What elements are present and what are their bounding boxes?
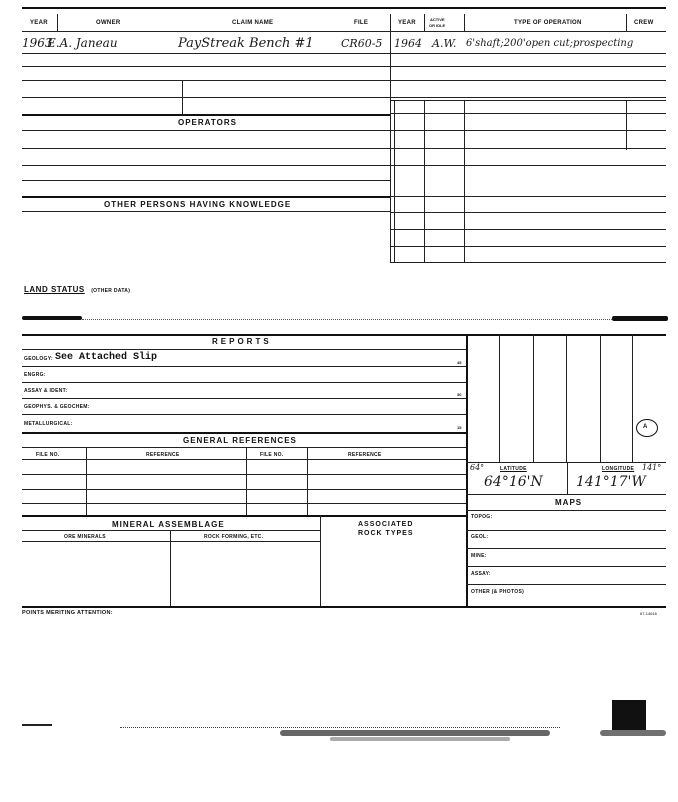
divider [424,100,425,262]
maps-mine-label: MINE: [471,553,487,559]
divider [170,530,171,606]
entry-year2: 1964 [394,37,422,50]
associated-heading: ASSOCIATED [358,521,414,528]
row-rule [22,66,666,67]
row-rule [466,462,666,463]
col-file-header: FILE [354,20,369,26]
maps-topog-label: TOPOG: [471,514,493,520]
row-rule [466,584,666,585]
row-rule [22,606,666,608]
divider [626,100,627,150]
entry-file: CR60-5 [341,37,383,50]
rock-forming-header: ROCK FORMING, ETC. [204,534,264,540]
row-rule [22,165,390,166]
divider [533,334,534,462]
maps-heading: MAPS [555,498,583,507]
divider [86,447,87,515]
row-rule [390,148,666,149]
divider [394,100,395,262]
row-rule [390,196,666,197]
col-year-header: YEAR [30,20,48,26]
metallurgical-label: METALLURGICAL: [24,421,73,427]
scan-smudge [330,737,510,741]
other-persons-heading: OTHER PERSONS HAVING KNOWLEDGE [104,200,292,209]
latitude-label: LATITUDE [500,466,527,472]
land-status-sublabel: (OTHER DATA) [91,288,131,294]
col-idle-header: OR IDLE [429,23,446,28]
row-rule [22,541,320,542]
maps-other-label: OTHER (& PHOTOS) [471,589,525,595]
divider [632,334,633,462]
longitude-label: LONGITUDE [602,466,635,472]
divider [626,14,627,31]
row-rule [466,566,666,567]
scan-smudge [120,727,560,729]
row-rule [22,474,466,475]
row-rule [390,130,666,131]
divider [246,447,247,515]
row-rule [22,53,666,54]
maps-assay-label: ASSAY: [471,571,491,577]
row-rule [82,319,612,320]
row-rule [22,148,390,149]
col-crew-header: CREW [634,20,654,26]
ref-col-reference-2: REFERENCE [348,452,382,458]
scan-smudge [612,700,646,730]
col-active-header: ACTIVE [430,17,445,22]
divider [464,100,465,262]
entry-active: A.W. [432,37,457,50]
divider [499,334,500,462]
row-rule [390,100,666,101]
land-status-heading [24,279,130,297]
row-rule [466,494,666,495]
col-type-of-operation-header: TYPE OF OPERATION [514,20,582,26]
divider [320,515,321,606]
geology-label: GEOLOGY: [24,356,53,362]
longitude-value: 141°17'W [576,474,646,490]
row-rule [22,97,666,98]
row-rule [22,503,466,504]
row-rule [22,196,390,198]
header-top-rule [22,7,666,9]
general-references-heading: GENERAL REFERENCES [183,436,297,445]
scale-number: 45 [457,360,462,365]
col-year2-header: YEAR [398,20,416,26]
row-rule [390,212,666,213]
rock-types-heading: ROCK TYPES [358,530,414,537]
row-rule [390,113,666,114]
row-rule [22,459,466,460]
col-claim-name-header: CLAIM NAME [232,20,274,26]
assay-ident-label: ASSAY & IDENT: [24,388,68,394]
divider [57,14,58,31]
scan-smudge [22,724,52,726]
row-rule [390,246,666,247]
mineral-assemblage-heading: MINERAL ASSEMBLAGE [112,520,225,529]
row-rule [390,229,666,230]
row-rule [390,165,666,166]
row-rule [22,382,466,383]
row-rule [390,262,666,263]
row-rule [22,114,390,116]
land-status-label: LAND STATUS [24,285,85,294]
row-rule [466,530,666,531]
latitude-value: 64°16'N [484,474,543,490]
ref-col-file-no-2: FILE NO. [260,452,284,458]
row-rule [22,349,466,350]
row-rule [22,80,666,81]
scan-smudge [612,316,668,321]
row-rule [22,366,466,367]
divider [307,447,308,515]
operators-heading: OPERATORS [178,118,237,127]
ore-minerals-header: ORE MINERALS [64,534,106,540]
row-rule [22,398,466,399]
ref-col-file-no: FILE NO. [36,452,60,458]
section-rule [22,334,666,336]
row-rule [466,548,666,549]
divider [600,334,601,462]
entry-owner: E.A. Janeau [47,36,118,50]
engrg-label: ENGRG: [24,372,46,378]
entry-claim-name: PayStreak Bench #1 [178,36,314,51]
row-rule [22,211,390,212]
row-rule [22,530,320,531]
grid-marker-label: A [643,424,648,430]
form-number: 67-14616 [640,611,657,616]
entry-type-of-operation: 6'shaft;200'open cut;prospecting [466,38,634,49]
divider [182,80,183,114]
scale-number: 30 [457,392,462,397]
divider [390,14,391,262]
row-rule [22,414,466,415]
geophys-label: GEOPHYS. & GEOCHEM: [24,404,90,410]
scan-smudge [600,730,666,736]
scan-smudge [22,316,82,320]
latitude-prefix: 64° [470,463,485,472]
entry-year: 1963 [22,36,53,50]
scan-smudge [280,730,550,736]
maps-geol-label: GEOL: [471,534,489,540]
row-rule [22,130,390,131]
row-rule [22,180,390,181]
divider [424,14,425,31]
header-bottom-rule [22,31,666,32]
row-rule [22,489,466,490]
row-rule [22,432,466,434]
reports-heading: REPORTS [212,337,272,346]
divider [567,462,568,494]
row-rule [22,515,466,517]
divider [566,334,567,462]
col-owner-header: OWNER [96,20,121,26]
row-rule [466,510,666,511]
geology-value: See Attached Slip [55,352,158,363]
divider [464,14,465,31]
points-meriting-attention-label: POINTS MERITING ATTENTION: [22,610,113,616]
scale-number: 15 [457,425,462,430]
longitude-prefix: 141° [642,463,662,472]
row-rule [22,447,466,448]
ref-col-reference: REFERENCE [146,452,180,458]
